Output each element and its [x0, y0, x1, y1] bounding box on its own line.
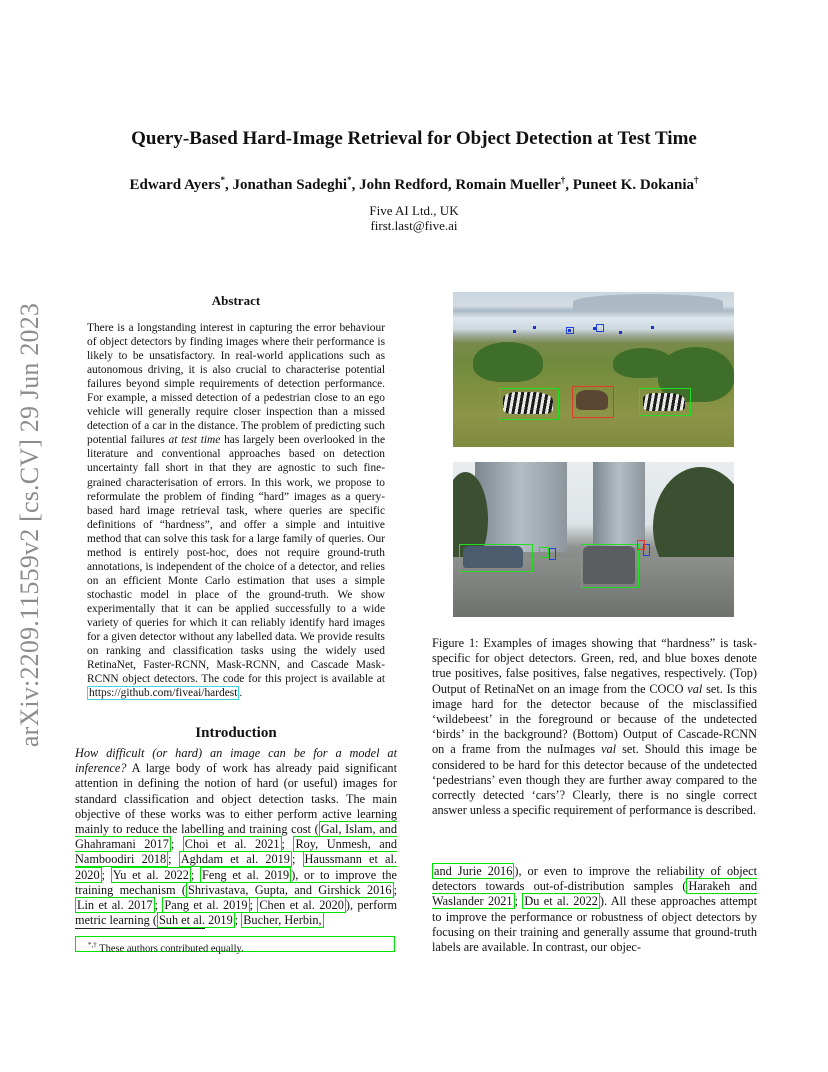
body-text: ), or even to improve the reliability of object detectors towards out-of-distribution samples ( — [432, 864, 757, 894]
citation-separator: ; — [234, 913, 242, 928]
intro-text: ), or to improve the training mechanism ( — [75, 867, 397, 897]
author-name: Puneet K. Dokania — [572, 177, 695, 193]
citation-link[interactable]: Chen et al. 2020 — [259, 898, 344, 913]
author-name: Edward Ayers — [129, 177, 221, 193]
true-positive-box — [499, 388, 559, 420]
true-positive-box — [459, 544, 533, 572]
false-positive-box — [637, 540, 645, 550]
true-positive-box — [581, 544, 639, 588]
citation-link[interactable]: Choi et al. 2021 — [184, 837, 280, 852]
intro-text: A large body of work has already paid significant attention in defining the notion of hard (or useful) images for standard classification and object detection tasks. The main objective of these works was to either perform active learning mainly to reduce the labelling and training cost ( — [75, 761, 397, 837]
citation-separator: ; — [393, 882, 397, 897]
author-name: John Redford — [359, 177, 448, 193]
caption-text: set. Should this image be considered to be hard for this detector because of the undetected ‘pedestrians’ even though they are further away compared to the correctly detected ‘cars’? Clearly, there is no single correct answer unless a specific requirement of performance is described. — [432, 742, 758, 818]
abstract-body — [75, 321, 397, 700]
bird-mark — [513, 330, 516, 333]
author-list: Edward Ayers*, Jonathan Sadeghi*, John Redford, Romain Mueller†, Puneet K. Dokania† — [129, 175, 699, 193]
bird-mark — [651, 326, 654, 329]
footnote-mark: *,† — [88, 941, 97, 949]
footnote-text: These authors contributed equally. — [96, 943, 244, 955]
abstract-text-2: has largely been overlooked in the literature and conventional approaches based on detection uncertainty fall short in that they are agnostic to such fine-grained characterisation of errors. In this work, we propose to reformulate the problem of finding “hard” images as a query-based hard image retrieval task, where queries are specific definitions of “hardness”, and offer a simple and intuitive method that can solve this task for a large family of queries. Our method is entirely post-hoc, does not require ground-truth annotations, is independent of the choice of a detector, and relies on an efficient Monte Carlo estimation that uses a simple stochastic model in place of the ground-truth. We show experimentally that it can be applied successfully to a wide variety of queries for which it can reliably identify hard images for a given detector without any labelled data. We provide results on ranking and classification tasks using the widely used RetinaNet, Faster-RCNN, Mask-RCNN, and Cascade Mask-RCNN object detectors. The code for this project is available at — [87, 434, 385, 686]
citation-separator: ; — [514, 894, 523, 909]
citation-link[interactable]: Pang et al. 2019 — [164, 898, 248, 913]
introduction-body — [75, 746, 397, 928]
citation-link[interactable]: Harakeh and Waslander 2021 — [432, 879, 757, 909]
bird-mark — [619, 331, 622, 334]
false-positive-box — [572, 386, 614, 418]
paper-title: Query-Based Hard-Image Retrieval for Object Detection at Test Time — [131, 128, 697, 149]
citation-separator: ; — [154, 898, 163, 913]
affiliation — [0, 203, 828, 233]
caption-emphasis: val — [687, 681, 703, 696]
abstract-emphasis: at test time — [168, 434, 221, 447]
author-name: Romain Mueller — [455, 177, 561, 193]
citation-separator: ; — [281, 837, 294, 852]
citation-link[interactable]: Bucher, Herbin, — [243, 913, 322, 928]
citation-link[interactable]: Aghdam et al. 2019 — [180, 852, 290, 867]
author-mark: † — [560, 175, 566, 185]
citation-link[interactable]: Lin et al. 2017 — [77, 898, 153, 913]
footnote-rule — [75, 928, 205, 929]
building-shape — [475, 462, 567, 552]
author-mark: * — [347, 175, 352, 185]
intro-text: ), perform metric learning ( — [75, 898, 398, 928]
author-name: Jonathan Sadeghi — [232, 177, 348, 193]
citation-separator: ; — [190, 867, 201, 882]
citation-link[interactable]: Haussmann et al. 2020 — [75, 852, 397, 882]
bush-shape — [473, 342, 543, 382]
author-mark: † — [694, 175, 699, 185]
false-negative-box — [549, 548, 556, 560]
arxiv-identifier-text: arXiv:2209.11559v2 [cs.CV] 29 Jun 2023 — [15, 302, 44, 748]
introduction-heading: Introduction — [195, 725, 277, 741]
citation-link[interactable]: Du et al. 2022 — [524, 894, 598, 909]
false-negative-box — [566, 327, 574, 334]
citation-link[interactable]: Suh et al. 2019 — [158, 913, 233, 928]
abstract-text-1: There is a longstanding interest in capturing the error behaviour of object detectors by finding images where their performance is likely to be unsatisfactory. In real-world applications such as autonomous driving, it is also crucial to characterise potential failures beyond simple requirements of detection performance. For example, a missed detection of a pedestrian close to an ego vehicle will generally require closer inspection than a missed detection of a car in the distance. The problem of predicting such potential failures — [87, 322, 385, 447]
citation-link[interactable]: Shrivastava, Gupta, and Girshick 2016 — [188, 882, 392, 897]
caption-text: set. Is this image hard for the detector because of the misclassified ‘wildebeest’ in the foreground or because of the undetected ‘birds’ in the background? (Bottom) Output of Cascade-RCNN on a frame from the nuImages — [432, 681, 757, 757]
citation-separator: ; — [249, 898, 258, 913]
intro-lead: How difficult (or hard) an image can be for a model at inference? — [75, 746, 397, 776]
mountain-shape — [573, 294, 723, 310]
citation-link[interactable]: Yu et al. 2022 — [112, 867, 189, 882]
figure-image-savanna — [453, 292, 734, 447]
author-mark: * — [220, 175, 225, 185]
figure-label: Figure 1: — [432, 636, 479, 650]
citation-separator: ; — [170, 837, 183, 852]
false-negative-box — [596, 324, 604, 332]
building-shape — [593, 462, 645, 547]
figure-caption — [432, 636, 757, 818]
figure-image-street — [453, 462, 734, 617]
caption-emphasis: val — [601, 742, 617, 757]
abstract-heading: Abstract — [211, 293, 261, 308]
citation-link[interactable]: Roy, Unmesh, and Namboodiri 2018 — [75, 837, 397, 867]
footnote[interactable] — [75, 936, 395, 955]
right-column-body — [432, 864, 757, 955]
citation-separator: ; — [168, 852, 179, 867]
caption-text: Examples of images showing that “hardness” is task-specific for object detectors. Green, red, and blue boxes denote true positives, false positives, false negatives, respectively. (Top) Output of RetinaNet on an image from the COCO — [432, 636, 757, 696]
abstract-end: . — [239, 687, 243, 700]
citation-link[interactable]: Feng et al. 2019 — [202, 867, 290, 882]
citation-link[interactable]: Gal, Islam, and Ghahramani 2017 — [75, 822, 397, 852]
true-positive-box — [539, 547, 549, 558]
code-url-link[interactable]: https://github.com/fiveai/hardest — [89, 687, 238, 700]
true-positive-box — [639, 388, 691, 416]
arxiv-identifier — [13, 290, 47, 760]
affiliation-email: first.last@five.ai — [370, 218, 458, 233]
affiliation-org: Five AI Ltd., UK — [369, 203, 459, 218]
body-text: ). All these approaches attempt to improve the performance or robustness of object detectors by focusing on their training and generally assume that ground-truth labels are available. In contrast, our objec- — [432, 894, 758, 955]
citation-separator: ; — [101, 867, 111, 882]
bird-mark — [533, 326, 536, 329]
citation-separator: ; — [291, 852, 303, 867]
citation-link[interactable]: and Jurie 2016 — [434, 864, 513, 878]
